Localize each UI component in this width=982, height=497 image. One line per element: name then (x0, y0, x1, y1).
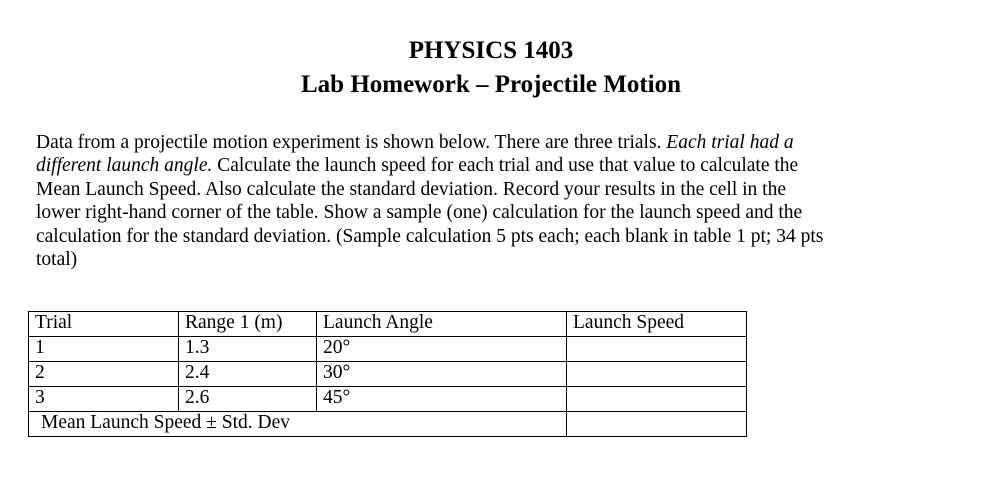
table-row (29, 362, 747, 387)
header-launch-angle: Launch Angle (317, 312, 567, 337)
cell-range: 1.3 (179, 337, 317, 362)
document-title: Lab Homework – Projectile Motion (300, 71, 682, 98)
data-table (28, 311, 747, 437)
italic-text: different launch angle. (36, 155, 213, 177)
instructions-line-5: calculation for the standard deviation. (Sample calculation 5 pts each; each blank in table 1 pt; 34 pts (36, 225, 824, 247)
cell-launch-speed-blank[interactable] (567, 362, 747, 387)
cell-launch-angle: 20° (317, 337, 567, 362)
cell-mean-speed-blank[interactable] (567, 412, 747, 437)
mean-launch-speed-label: Mean Launch Speed ± Std. Dev (29, 412, 567, 437)
cell-range: 2.6 (179, 387, 317, 412)
instructions-line-6: total) (36, 248, 78, 270)
cell-launch-angle: 45° (317, 387, 567, 412)
instructions-line-4: lower right-hand corner of the table. Show a sample (one) calculation for the launch speed and the (36, 202, 803, 224)
header-launch-speed: Launch Speed (567, 312, 747, 337)
table-row (29, 337, 747, 362)
cell-launch-speed-blank[interactable] (567, 387, 747, 412)
course-title: PHYSICS 1403 (408, 37, 574, 64)
cell-range: 2.4 (179, 362, 317, 387)
table-header-row (29, 312, 747, 337)
header-range: Range 1 (m) (179, 312, 317, 337)
table-mean-row (29, 412, 747, 437)
cell-trial: 2 (29, 362, 179, 387)
cell-launch-speed-blank[interactable] (567, 337, 747, 362)
cell-launch-angle: 30° (317, 362, 567, 387)
instructions-line-3: Mean Launch Speed. Also calculate the standard deviation. Record your results in the cell in the (36, 178, 786, 200)
italic-text: Each trial had a (666, 132, 794, 153)
cell-trial: 3 (29, 387, 179, 412)
instructions-line-2: different launch angle. Calculate the launch speed for each trial and use that value to calculate the (36, 155, 799, 177)
instructions-line-1: Data from a projectile motion experiment is shown below. There are three trials. Each trial had a (36, 132, 794, 153)
header-trial: Trial (29, 312, 179, 337)
instructions-paragraph (36, 131, 956, 271)
cell-trial: 1 (29, 337, 179, 362)
table-row (29, 387, 747, 412)
